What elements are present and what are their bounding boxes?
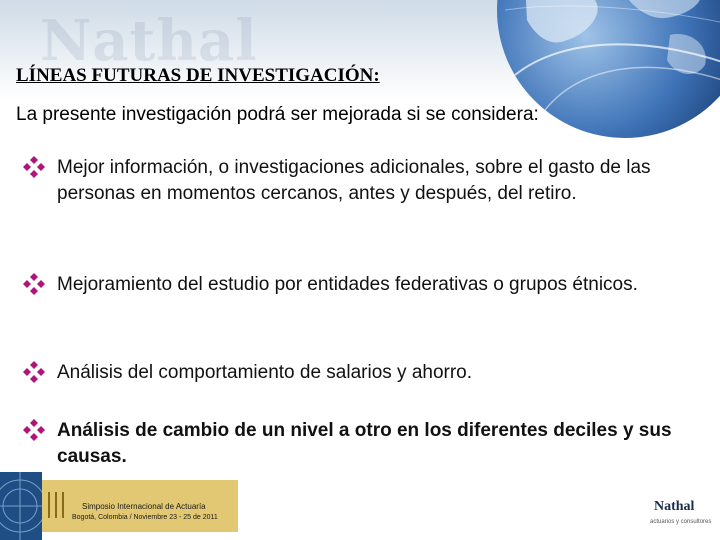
logo-tagline: actuarios y consultores bbox=[650, 519, 712, 525]
bullet-item bbox=[22, 360, 702, 386]
logo-name: Nathal bbox=[654, 499, 695, 514]
diamond-bullet-icon bbox=[22, 272, 46, 296]
diamond-bullet-icon bbox=[22, 418, 46, 442]
bullet-item bbox=[22, 418, 702, 470]
slide-title: LÍNEAS FUTURAS DE INVESTIGACIÓN: bbox=[16, 65, 380, 86]
bullet-text: Mejoramiento del estudio por entidades federativas o grupos étnicos. bbox=[57, 274, 638, 295]
banner-subtitle: Bogotá, Colombia / Noviembre 23 - 25 de 2011 bbox=[72, 514, 218, 521]
bullet-text: Análisis de cambio de un nivel a otro en los diferentes deciles y sus causas. bbox=[57, 420, 672, 467]
nathal-logo bbox=[650, 495, 710, 535]
watermark-logo: Nathal bbox=[40, 8, 258, 74]
bullet-text: Análisis del comportamiento de salarios y ahorro. bbox=[57, 362, 473, 383]
bullet-item bbox=[22, 272, 702, 298]
diamond-bullet-icon bbox=[22, 360, 46, 384]
intro-text: La presente investigación podrá ser mejorada si se considera: bbox=[16, 104, 539, 125]
bullet-text: Mejor información, o investigaciones adicionales, sobre el gasto de las personas en momentos cercanos, antes y después, del retiro. bbox=[57, 157, 651, 204]
diamond-bullet-icon bbox=[22, 155, 46, 179]
bullet-item bbox=[22, 155, 702, 207]
banner-title: Simposio Internacional de Actuaría bbox=[82, 502, 206, 511]
